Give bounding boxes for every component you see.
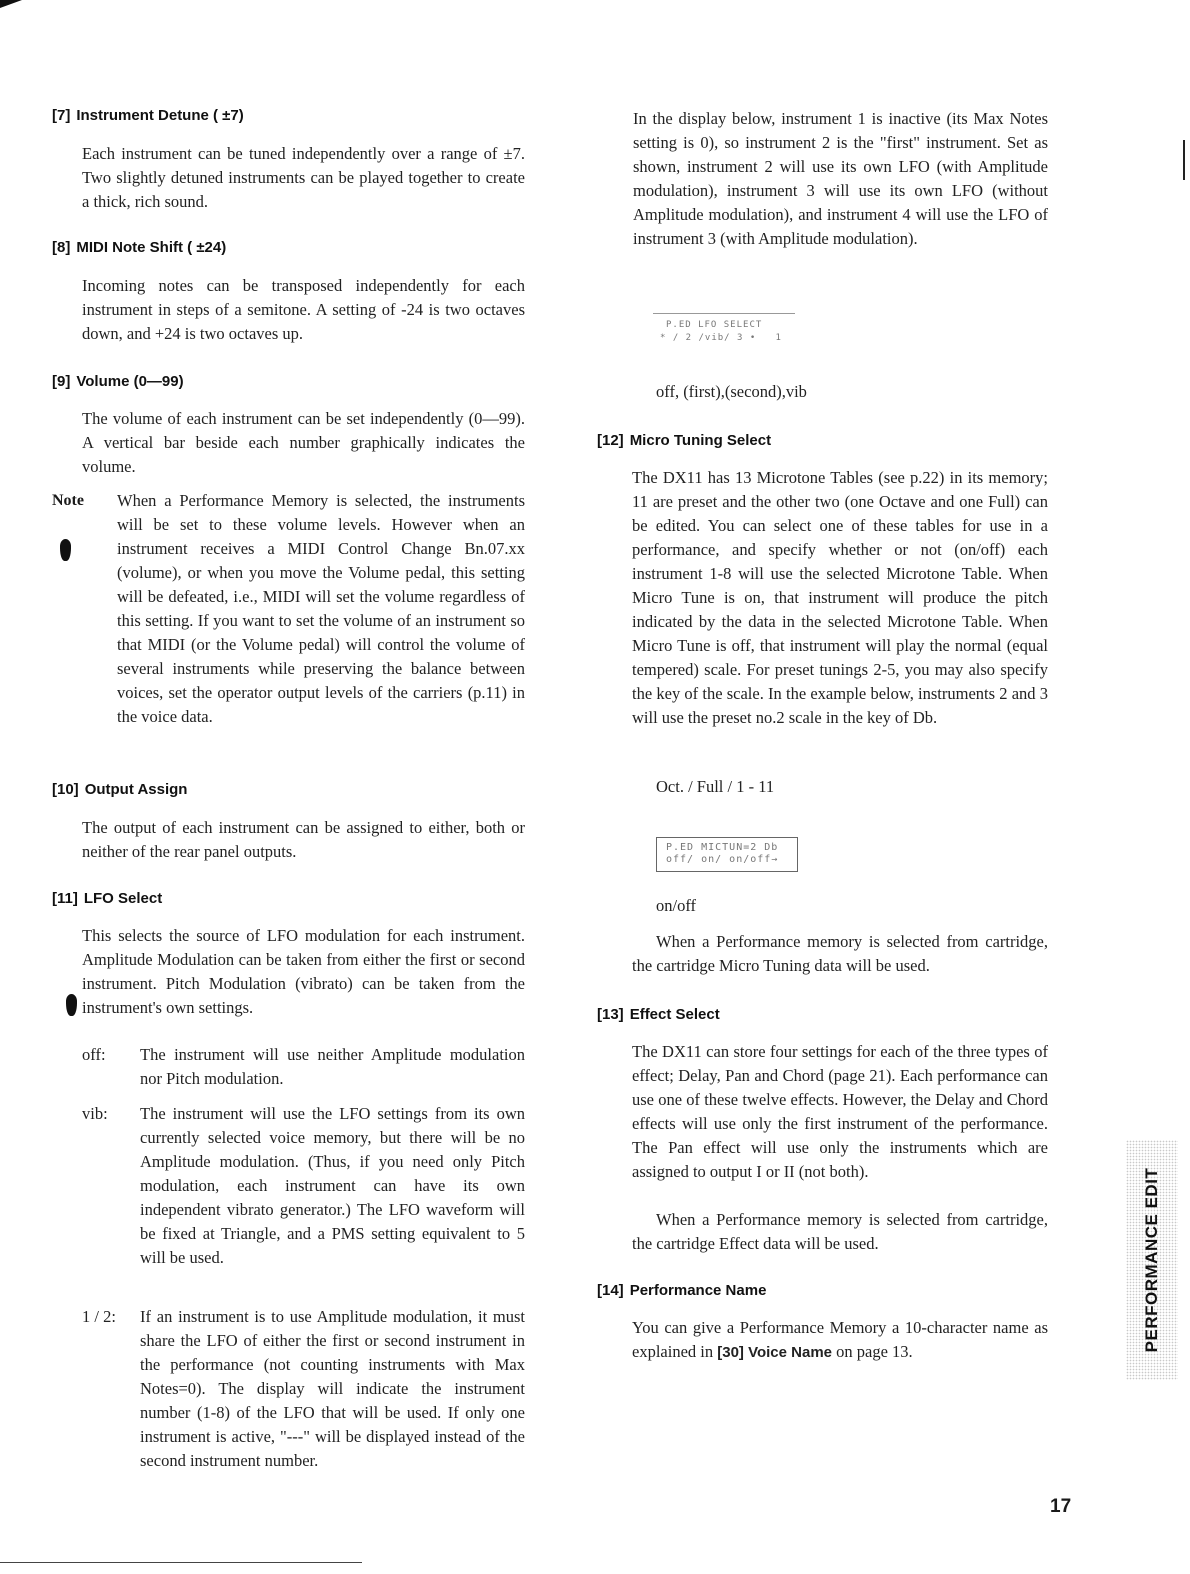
lfo-term-off: off: [82, 1045, 106, 1064]
edge-mark [1183, 140, 1185, 180]
section-11-body: This selects the source of LFO modulation for each instrument. Amplitude Modulation can be taken from either the first or second instrument. Pitch Modulation (vibrato) can be taken from the instrument's own settings. [82, 926, 525, 1017]
voice-name-reference: [30] Voice Name [717, 1344, 833, 1361]
lfo-term-vib: vib: [82, 1104, 108, 1123]
page-number: 17 [1050, 1496, 1072, 1517]
note-label: Note [52, 492, 84, 509]
onoff-values: on/off [656, 896, 697, 915]
side-tab-label: PERFORMANCE EDIT [1142, 1167, 1161, 1353]
section-13-cartridge-note: When a Performance memory is selected from cartridge, the cartridge Effect data will be used. [632, 1210, 1048, 1253]
section-7-body: Each instrument can be tuned independently over a range of ±7. Two slightly detuned instruments can be played together to create a thick, rich sound. [82, 144, 525, 211]
section-7-heading: [7] Instrument Detune ( ±7) [52, 107, 244, 124]
lcd-display-border [653, 313, 795, 314]
section-14-body: You can give a Performance Memory a 10-character name as explained in [30] Voice Name on page 13. [632, 1318, 1048, 1361]
section-12-heading: [12] Micro Tuning Select [597, 432, 772, 449]
section-13-heading: [13] Effect Select [597, 1006, 720, 1023]
section-9-body: The volume of each instrument can be set independently (0—99). A vertical bar beside each number graphically indicates the volume. [82, 409, 525, 476]
microtone-table-values: Oct. / Full / 1 - 11 [656, 777, 775, 796]
lfo-values: off, (first),(second),vib [656, 382, 807, 401]
section-side-tab [1126, 1140, 1178, 1380]
section-12-cartridge-note: When a Performance memory is selected from cartridge, the cartridge Micro Tuning data will be used. [632, 932, 1048, 975]
lcd-lfo-line1: P.ED LFO SELECT [666, 320, 763, 330]
lfo-term-12: 1 / 2: [82, 1307, 116, 1326]
section-9-heading: [9] Volume (0—99) [52, 373, 184, 390]
bottom-rule [0, 1562, 362, 1563]
lfo-intro: In the display below, instrument 1 is inactive (its Max Notes setting is 0), so instrument 2 is the "first" instrument. Set as shown, instrument 2 will use its own LFO (with Amplitude modulation), instrument 3 will use its own LFO (without Amplitude modulation), and instrument 4 will use the LFO of instrument 3 (with Amplitude modulation). [633, 109, 1048, 248]
lcd-mictun-line1: P.ED MICTUN=2 Db [666, 842, 779, 853]
lfo-desc-12: If an instrument is to use Amplitude modulation, it must share the LFO of either the first or second instrument in the performance (not counting instruments with Max Notes=0). The display will indicate the instrument number (1-8) of the LFO that will be used. If only one instrument is active, "---" will be displayed instead of the second instrument number. [140, 1307, 525, 1470]
lfo-desc-vib: The instrument will use the LFO settings from its own currently selected voice memory, but there will be no Amplitude modulation. (Thus, if you need only Pitch modulation, each instrument can have its own independent vibrato generator.) The LFO waveform will be fixed at Triangle, and a PMS setting equivalent to 5 will be used. [140, 1104, 525, 1267]
section-10-body: The output of each instrument can be assigned to either, both or neither of the rear panel outputs. [82, 818, 525, 861]
corner-mark [0, 0, 24, 10]
margin-bullet-icon [60, 539, 71, 561]
lfo-desc-off: The instrument will use neither Amplitude modulation nor Pitch modulation. [140, 1045, 525, 1088]
lcd-mictun-line2: off/ on/ on/off→ [666, 854, 779, 865]
margin-bullet-icon [66, 994, 77, 1016]
lcd-lfo-line2: * / 2 /vib/ 3 • 1 [660, 333, 782, 343]
section-8-body: Incoming notes can be transposed independently for each instrument in steps of a semitone. A setting of -24 is two octaves down, and +24 is two octaves up. [82, 276, 525, 343]
section-12-body: The DX11 has 13 Microtone Tables (see p.22) in its memory; 11 are preset and the other two (one Octave and one Full) can be edited. You can select one of these tables for use in a performance, and specify whether or not (on/off) each instrument 1-8 will use the selected Microtone Table. When Micro Tune is on, that instrument will produce the pitch indicated by the data in the selected Microtone Table. When Micro Tune is off, that instrument will play the normal (equal tempered) scale. For preset tunings 2-5, you may also specify the key of the scale. In the example below, instruments 2 and 3 will use the preset no.2 scale in the key of Db. [632, 468, 1048, 727]
note-body: When a Performance Memory is selected, the instruments will be set to these volume levels. However when an instrument receives a MIDI Control Change Bn.07.xx (volume), or when you move the Volume pedal, this setting will be defeated, i.e., MIDI will set the volume regardless of this setting. If you want to set the volume of an instrument so that MIDI (or the Volume pedal) will control the volume of several instruments while preserving the balance between voices, set the operator output levels of the carriers (p.11) in the voice data. [117, 491, 525, 726]
section-11-heading: [11] LFO Select [52, 890, 163, 907]
section-14-heading: [14] Performance Name [597, 1282, 767, 1299]
section-13-body: The DX11 can store four settings for each of the three types of effect; Delay, Pan and Chord (page 21). Each performance can use one of these twelve effects. However, the Delay and Chord effects will use only the first instrument of the performance. The Pan effect will use only the instruments which are assigned to output I or II (not both). [632, 1042, 1048, 1181]
section-8-heading: [8] MIDI Note Shift ( ±24) [52, 239, 227, 256]
section-10-heading: [10] Output Assign [52, 781, 188, 798]
